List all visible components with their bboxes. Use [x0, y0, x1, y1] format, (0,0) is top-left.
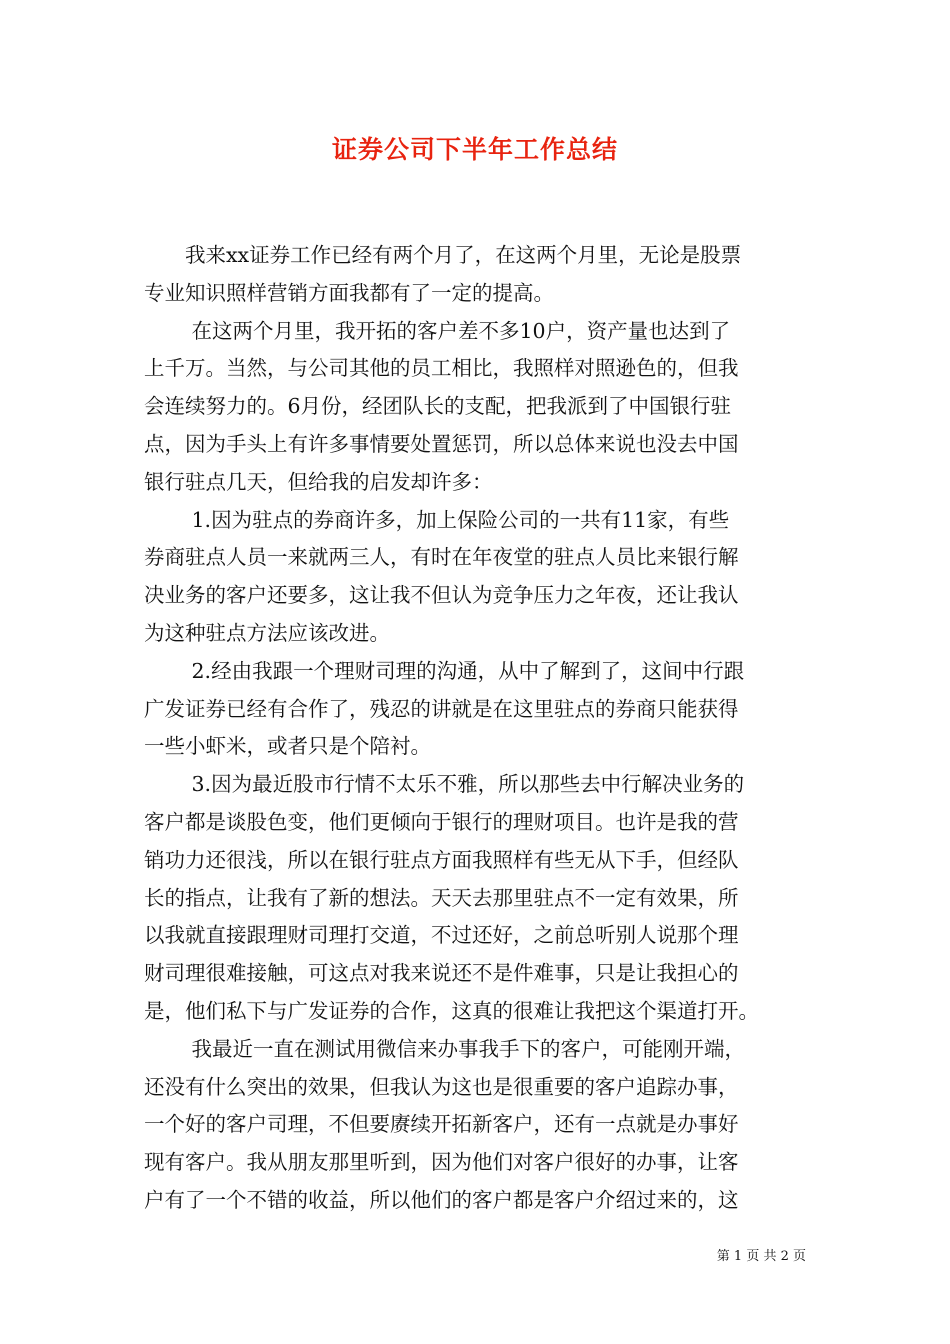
text-line: 长的指点，让我有了新的想法。天天去那里驻点不一定有效果，所 — [144, 885, 739, 910]
document-body — [144, 237, 806, 1220]
text-line: 3.因为最近股市行情不太乐不雅，所以那些去中行解决业务的 — [144, 772, 745, 797]
text-line: 客户都是谈股色变，他们更倾向于银行的理财项目。也许是我的营 — [144, 809, 739, 834]
text-line: 财司理很难接触，可这点对我来说还不是件难事，只是让我担心的 — [144, 961, 739, 986]
text-line: 我来xx证券工作已经有两个月了，在这两个月里，无论是股票 — [144, 243, 742, 267]
text-line: 在这两个月里，我开拓的客户差不多10户，资产量也达到了 — [144, 318, 731, 343]
text-line: 1.因为驻点的券商许多，加上保险公司的一共有11家，有些 — [144, 507, 730, 532]
text-line: 现有客户。我从朋友那里听到，因为他们对客户很好的办事，让客 — [144, 1150, 739, 1175]
text-line: 是，他们私下与广发证券的合作，这真的很难让我把这个渠道打开。 — [144, 998, 759, 1023]
text-line: 销功力还很浅，所以在银行驻点方面我照样有些无从下手，但经队 — [144, 847, 739, 872]
text-line: 专业知识照样营销方面我都有了一定的提高。 — [144, 280, 554, 305]
text-line: 一些小虾米，或者只是个陪衬。 — [144, 734, 431, 759]
text-line: 券商驻点人员一来就两三人，有时在年夜堂的驻点人员比来银行解 — [144, 545, 739, 570]
text-line: 会连续努力的。6月份，经团队长的支配，把我派到了中国银行驻 — [144, 394, 732, 419]
text-line: 上千万。当然，与公司其他的员工相比，我照样对照逊色的，但我 — [144, 356, 739, 381]
text-line: 一个好的客户司理，不但要赓续开拓新客户，还有一点就是办事好 — [144, 1112, 739, 1137]
text-line: 决业务的客户还要多，这让我不但认为竞争压力之年夜，还让我认 — [144, 583, 739, 608]
page-number: 第 1 页 共 2 页 — [716, 1249, 806, 1264]
text-line: 还没有什么突出的效果，但我认为这也是很重要的客户追踪办事， — [144, 1074, 739, 1099]
text-line: 2.经由我跟一个理财司理的沟通，从中了解到了，这间中行跟 — [144, 658, 745, 683]
text-line: 银行驻点几天，但给我的启发却许多： — [144, 469, 493, 494]
text-line: 我最近一直在测试用微信来办事我手下的客户，可能刚开端， — [144, 1036, 746, 1061]
text-line: 点，因为手头上有许多事情要处置惩罚，所以总体来说也没去中国 — [144, 431, 739, 456]
text-line: 户有了一个不错的收益，所以他们的客户都是客户介绍过来的，这 — [144, 1187, 739, 1212]
page-title: 证券公司下半年工作总结 — [331, 135, 618, 164]
text-line: 为这种驻点方法应该改进。 — [144, 620, 390, 645]
text-line: 广发证券已经有合作了，残忍的讲就是在这里驻点的券商只能获得 — [144, 696, 739, 721]
text-line: 以我就直接跟理财司理打交道，不过还好，之前总听别人说那个理 — [144, 923, 739, 948]
